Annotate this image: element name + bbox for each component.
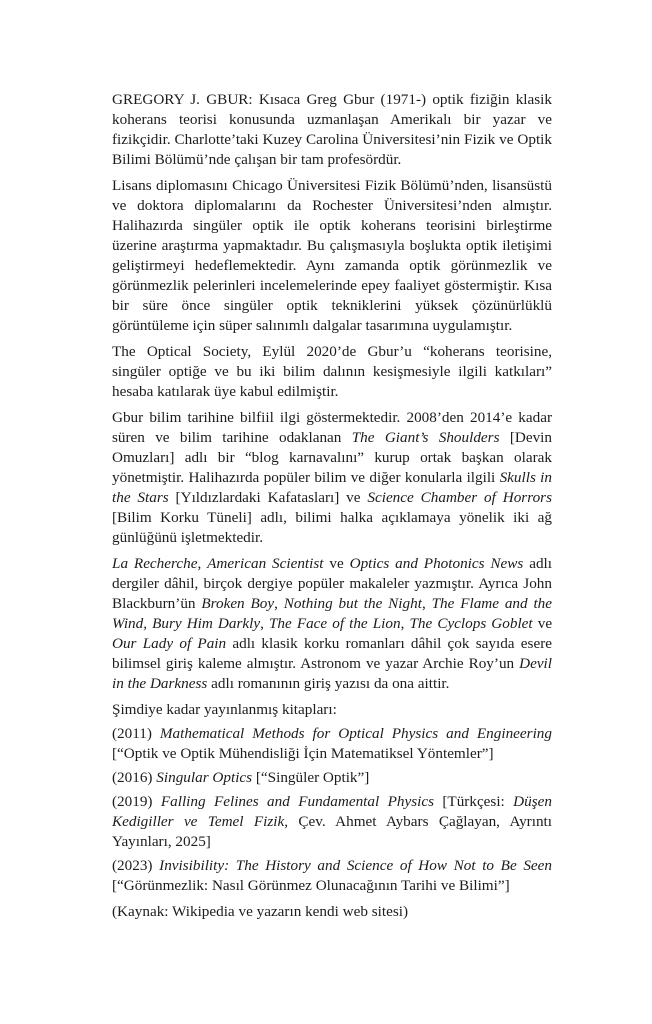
- novel-title: Devil in the Darkness: [112, 655, 552, 692]
- book-year: (2011): [112, 725, 160, 742]
- book-title: Invisibility: The History and Science of How Not to Be Seen: [159, 857, 552, 874]
- book-title-turkish: Düşen Kedigiller ve Temel Fizik: [112, 793, 552, 830]
- book-translation: [Türkçesi:: [433, 793, 514, 810]
- paragraph-text: ,: [260, 615, 269, 632]
- book-title: Mathematical Methods for Optical Physics and Engineering: [159, 725, 552, 742]
- novel-title: The Cyclops Goblet: [409, 615, 533, 632]
- paragraph-text: [Devin Omuzları] adlı bir “blog karnavalını” kurup ortak başkan olarak yönetmiştir. Halihazırda popüler bilim ve diğer konularla ilgili: [112, 429, 552, 486]
- bio-intro-text: Kısaca Greg Gbur (1971-) optik fiziğin klasik koherans teorisi konusunda uzmanlaşan Amerikalı bir yazar ve fizikçidir. Charlotte’taki Kuzey Carolina Üniversitesi’nin Fizik ve Optik Bilimi Bölümü’nde çalışan bir tam profesördür.: [112, 91, 552, 168]
- paragraph-text: adlı romanının giriş yazısı da ona aittir.: [207, 675, 450, 692]
- paragraph-text: Gbur bilim tarihine bilfiil ilgi göstermektedir. 2008’den 2014’e kadar süren ve bilim tarihine odaklanan: [112, 409, 552, 446]
- magazine-title: American Scientist: [207, 555, 324, 572]
- paragraph-text: adlı klasik korku romanları dâhil çok sayıda esere bilimsel giriş kaleme almıştır. Astronom ve yazar Archie Roy’un: [112, 635, 552, 672]
- paragraph-text: ,: [197, 555, 208, 572]
- book-year: (2023): [112, 857, 160, 874]
- magazine-title: La Recherche: [112, 555, 198, 572]
- paragraph-text: ,: [274, 595, 284, 612]
- source-note: (Kaynak: Wikipedia ve yazarın kendi web sitesi): [112, 903, 409, 920]
- history-interest-paragraph: [112, 408, 552, 548]
- paragraph-text: ,: [143, 615, 153, 632]
- book-entry: [112, 856, 552, 896]
- paragraph-text: ,: [400, 615, 410, 632]
- education-paragraph: Lisans diplomasını Chicago Üniversitesi Fizik Bölümü’nden, lisansüstü ve doktora diplomalarını da Rochester Üniversitesi’nden almıştır. Halihazırda singüler optik ile optik koherans teorisini birleştirme üzerine araştırma yapmaktadır. Bu çalışmasıyla boşlukta optik iletişimi geliştirmeyi hedeflemektedir. Aynı zamanda optik görünmezlik ve görünmezlik pelerinleri incelemelerinde epey faaliyet göstermiştir. Kısa bir süre önce singüler optik tekniklerini yüksek çözünürlüklü görüntüleme için süper salınımlı dalgalar tasarımına uygulamıştır.: [112, 177, 552, 334]
- paragraph-text: ve: [323, 555, 350, 572]
- novel-title: Our Lady of Pain: [112, 635, 227, 652]
- paragraph-text: [Bilim Korku Tüneli] adlı, bilimi halka açıklamaya yönelik iki ağ günlüğünü işletmektedir.: [112, 509, 552, 546]
- paragraph-text: ,: [421, 595, 432, 612]
- book-translation: [“Görünmezlik: Nasıl Görünmez Olunacağının Tarihi ve Bilimi”]: [112, 877, 510, 894]
- writings-paragraph: [112, 554, 552, 694]
- paragraph-text: ve: [532, 615, 553, 632]
- bio-intro-paragraph: [112, 90, 552, 170]
- book-translation: [“Optik ve Optik Mühendisliği İçin Matematiksel Yöntemler”]: [112, 745, 494, 762]
- blog-title-giants-shoulders: The Giant’s Shoulders: [351, 429, 500, 446]
- novel-title: The Flame and the Wind: [112, 595, 553, 632]
- blog-title-science-chamber-of-horrors: Science Chamber of Horrors: [367, 489, 552, 506]
- book-entry: [112, 724, 552, 764]
- novel-title: Nothing but the Night: [283, 595, 422, 612]
- books-heading: Şimdiye kadar yayınlanmış kitapları:: [112, 701, 337, 718]
- optical-society-paragraph: The Optical Society, Eylül 2020’de Gbur’u “koherans teorisine, singüler optiğe ve bu iki bilim dalının kesişmesiyle ilgili katkıları” hesaba katılarak üye kabul edilmiştir.: [112, 343, 552, 400]
- novel-title: Broken Boy: [201, 595, 275, 612]
- book-year: (2019): [112, 793, 161, 810]
- book-publication-info: , Çev. Ahmet Aybars Çağlayan, Ayrıntı Yayınları, 2025]: [112, 813, 552, 850]
- book-entry: [112, 792, 552, 852]
- author-name: GREGORY J. GBUR:: [112, 91, 253, 108]
- blog-title-skulls-in-the-stars: Skulls in the Stars: [112, 469, 552, 506]
- paragraph-text: adlı dergiler dâhil, birçok dergiye popüler makaleler yazmıştır. Ayrıca John Blackburn’ün: [112, 555, 552, 612]
- book-translation: [“Singüler Optik”]: [252, 769, 370, 786]
- author-bio-page: [112, 90, 552, 928]
- book-entry: [112, 768, 552, 788]
- book-title: Singular Optics: [156, 769, 253, 786]
- novel-title: The Face of the Lion: [268, 615, 401, 632]
- novel-title: Bury Him Darkly: [152, 615, 261, 632]
- book-year: (2016): [112, 769, 157, 786]
- magazine-title: Optics and Photonics News: [349, 555, 524, 572]
- paragraph-text: [Yıldızlardaki Kafatasları] ve: [168, 489, 368, 506]
- book-title: Falling Felines and Fundamental Physics: [160, 793, 434, 810]
